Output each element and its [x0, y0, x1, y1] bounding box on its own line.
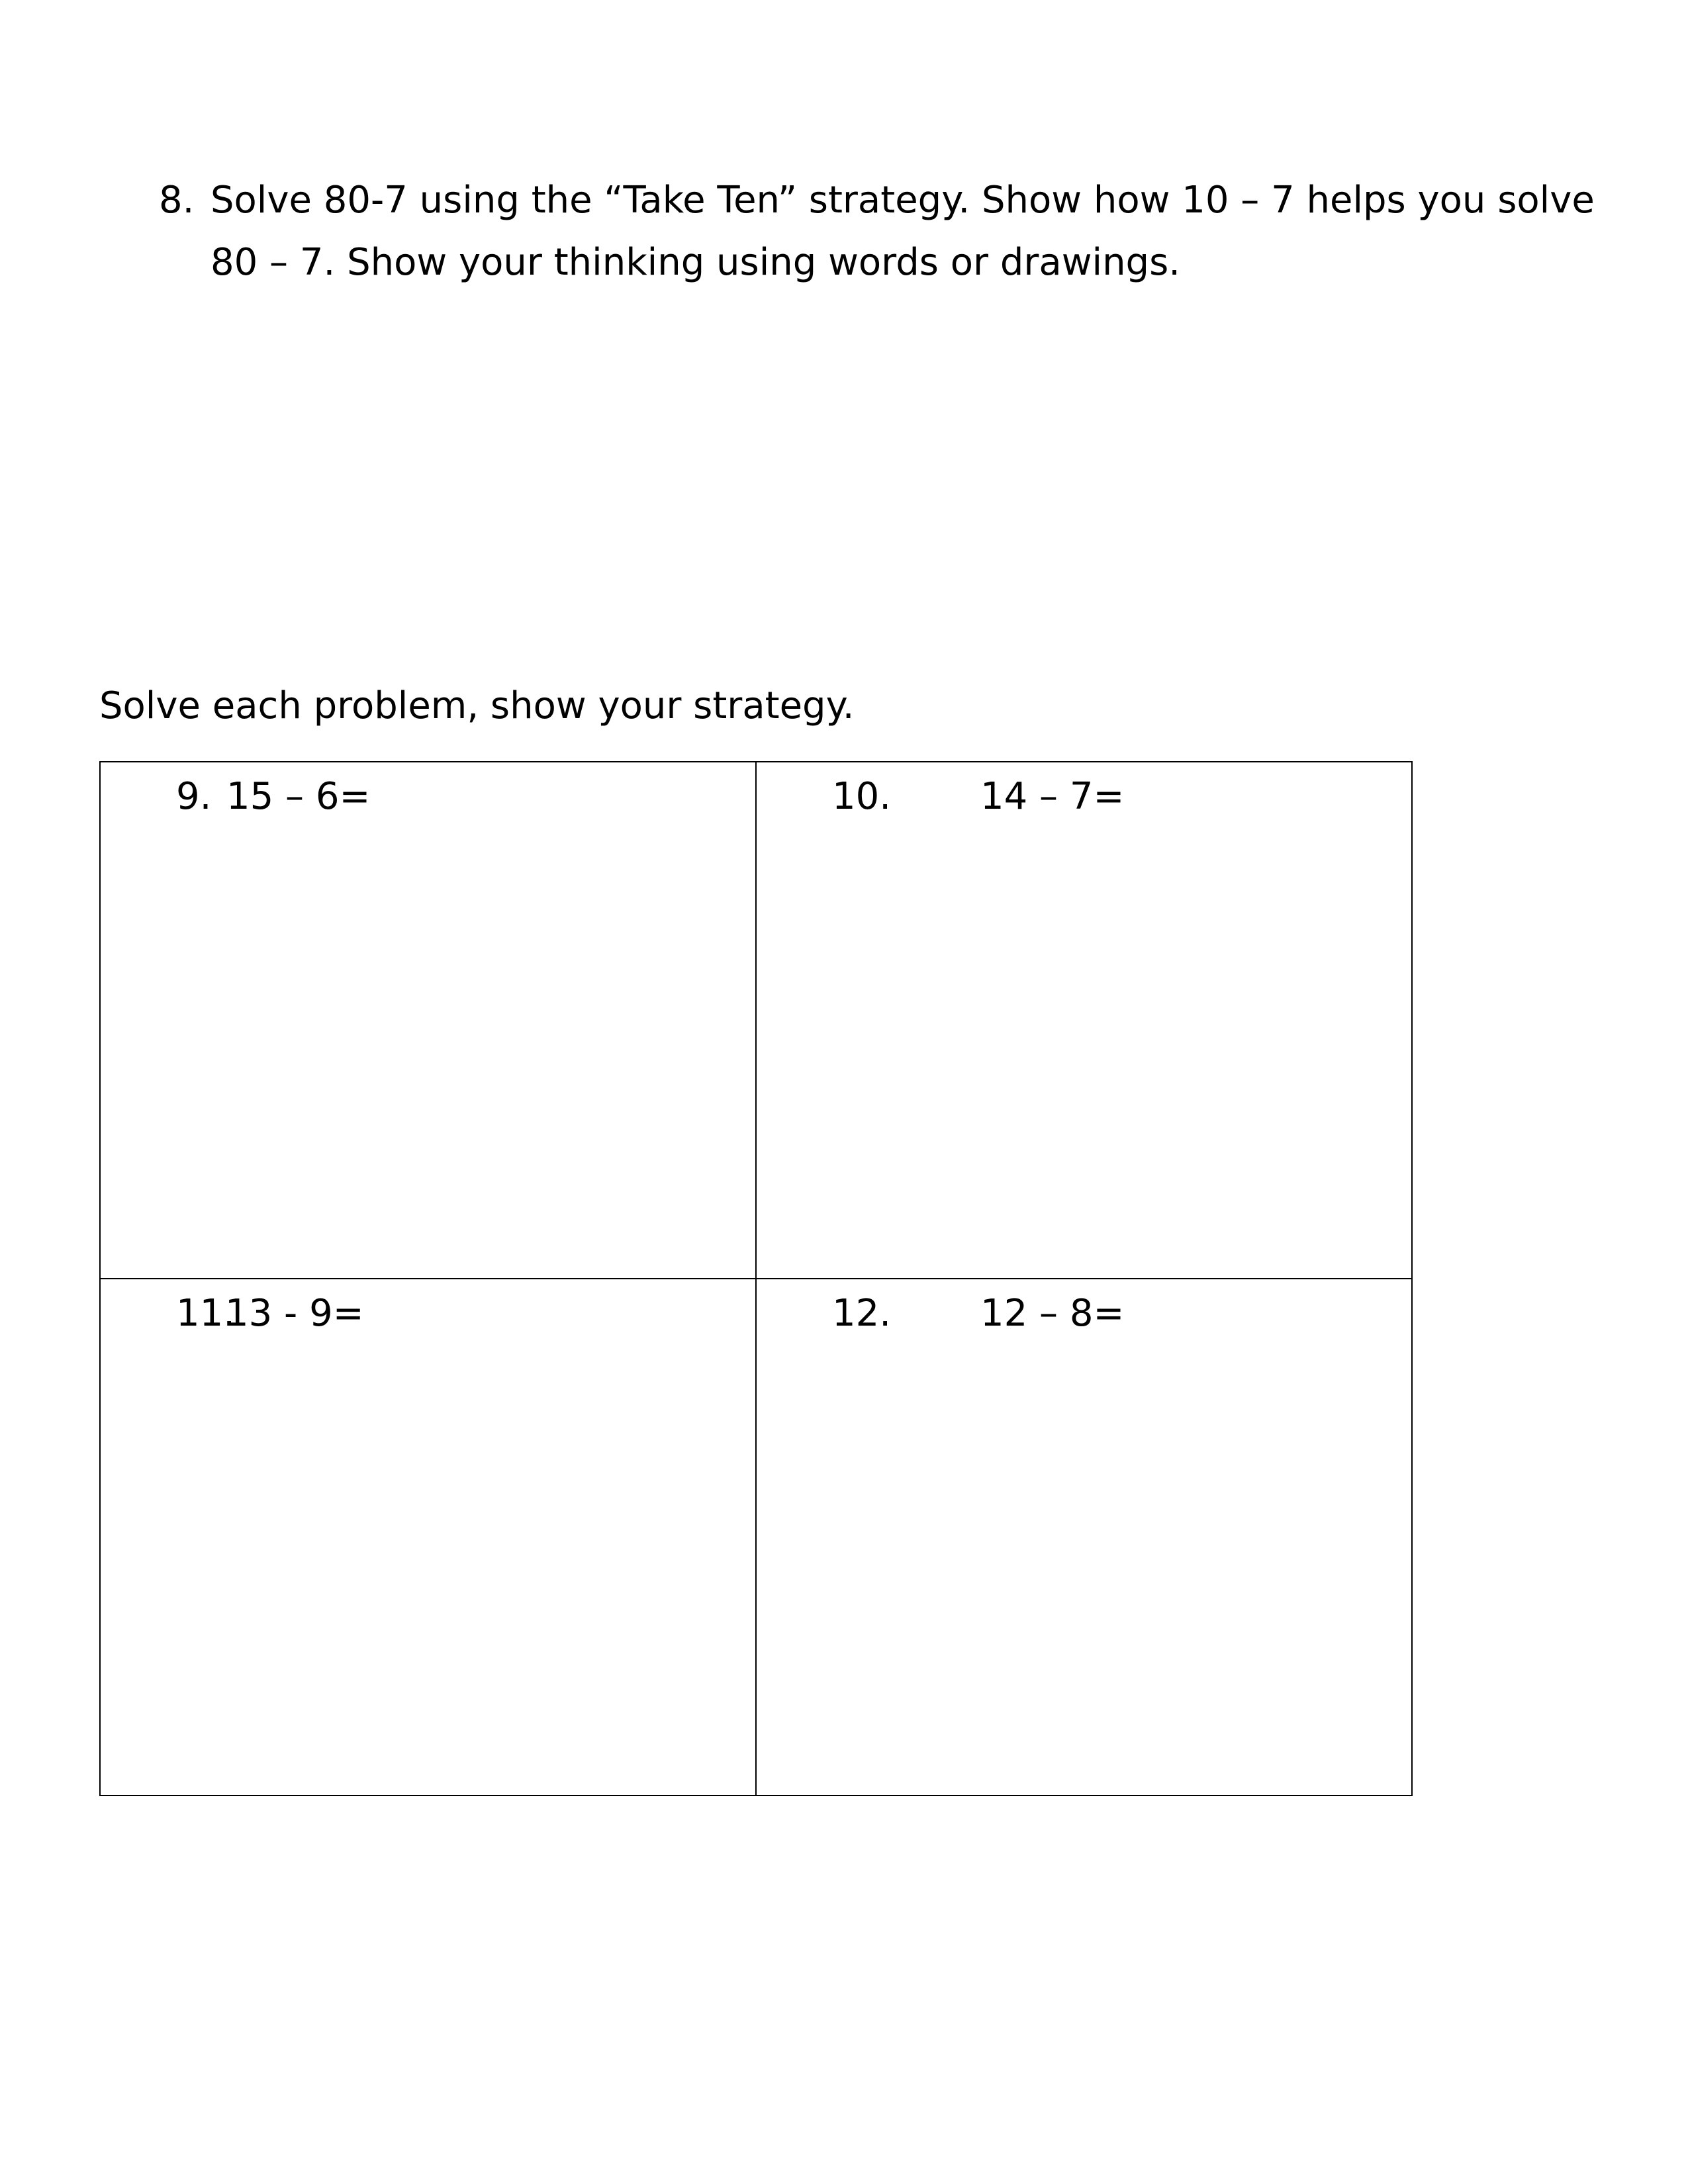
problem-cell-12[interactable]: [756, 1279, 1412, 1796]
problem-cell-9[interactable]: [100, 762, 756, 1279]
problem-number: 12.: [832, 1292, 892, 1335]
problem-expression: 14 – 7=: [980, 775, 1125, 818]
problem-expression: 13 - 9=: [225, 1292, 364, 1335]
problem-number: 10.: [832, 775, 892, 818]
instruction-text: Solve each problem, show your strategy.: [99, 684, 855, 727]
problem-expression: 15 – 6=: [226, 775, 371, 818]
problem-expression: 12 – 8=: [980, 1292, 1125, 1335]
question-8-number: 8.: [159, 179, 195, 222]
grid-row: [100, 1279, 1412, 1796]
grid-row: [100, 762, 1412, 1279]
question-8-text: Solve 80-7 using the “Take Ten” strategy. Show how 10 – 7 helps you solve 80 – 7. Show your thinking using words or drawings.: [211, 179, 1595, 284]
problem-grid: [99, 761, 1413, 1796]
problem-cell-11[interactable]: [100, 1279, 756, 1796]
question-8: [159, 169, 1602, 294]
problem-number: 9.: [176, 775, 212, 818]
problem-number: 11.: [176, 1292, 236, 1335]
problem-cell-10[interactable]: [756, 762, 1412, 1279]
